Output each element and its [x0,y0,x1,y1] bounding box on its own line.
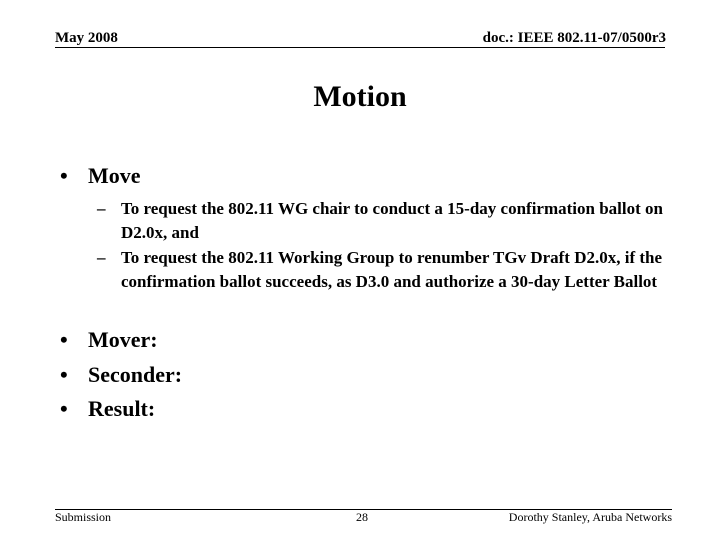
bullet-mover [60,327,158,353]
bullet-move-text: Move [88,163,141,188]
bullet-result-text: Result: [88,396,156,421]
bullet-seconder [60,362,182,388]
slide-title: Motion [313,80,407,113]
dash-glyph: – [97,199,106,218]
sub-item-1 [97,197,677,245]
footer-page-number: 28 [356,510,368,524]
bullet-glyph: • [60,362,68,387]
bullet-glyph: • [60,396,68,421]
bullet-seconder-text: Seconder: [88,362,183,387]
bullet-glyph: • [60,327,68,352]
dash-glyph: – [97,248,106,267]
bullet-mover-text: Mover: [88,327,158,352]
sub-item-2 [97,246,677,294]
footer-submission: Submission [55,510,112,524]
header-date: May 2008 [55,30,118,46]
sub-item-2-text: To request the 802.11 Working Group to renumber TGv Draft D2.0x, if the confirmation ballot succeeds, as D3.0 and authorize a 30-day Letter Ballot [121,248,663,291]
bullet-result [60,396,155,422]
bullet-move [60,163,141,189]
header-doc-id: doc.: IEEE 802.11-07/0500r3 [482,30,666,46]
bullet-glyph: • [60,163,68,188]
sub-item-1-text: To request the 802.11 WG chair to conduct a 15-day confirmation ballot on D2.0x, and [121,199,663,242]
header-divider [55,47,665,48]
footer-author: Dorothy Stanley, Aruba Networks [508,510,672,524]
